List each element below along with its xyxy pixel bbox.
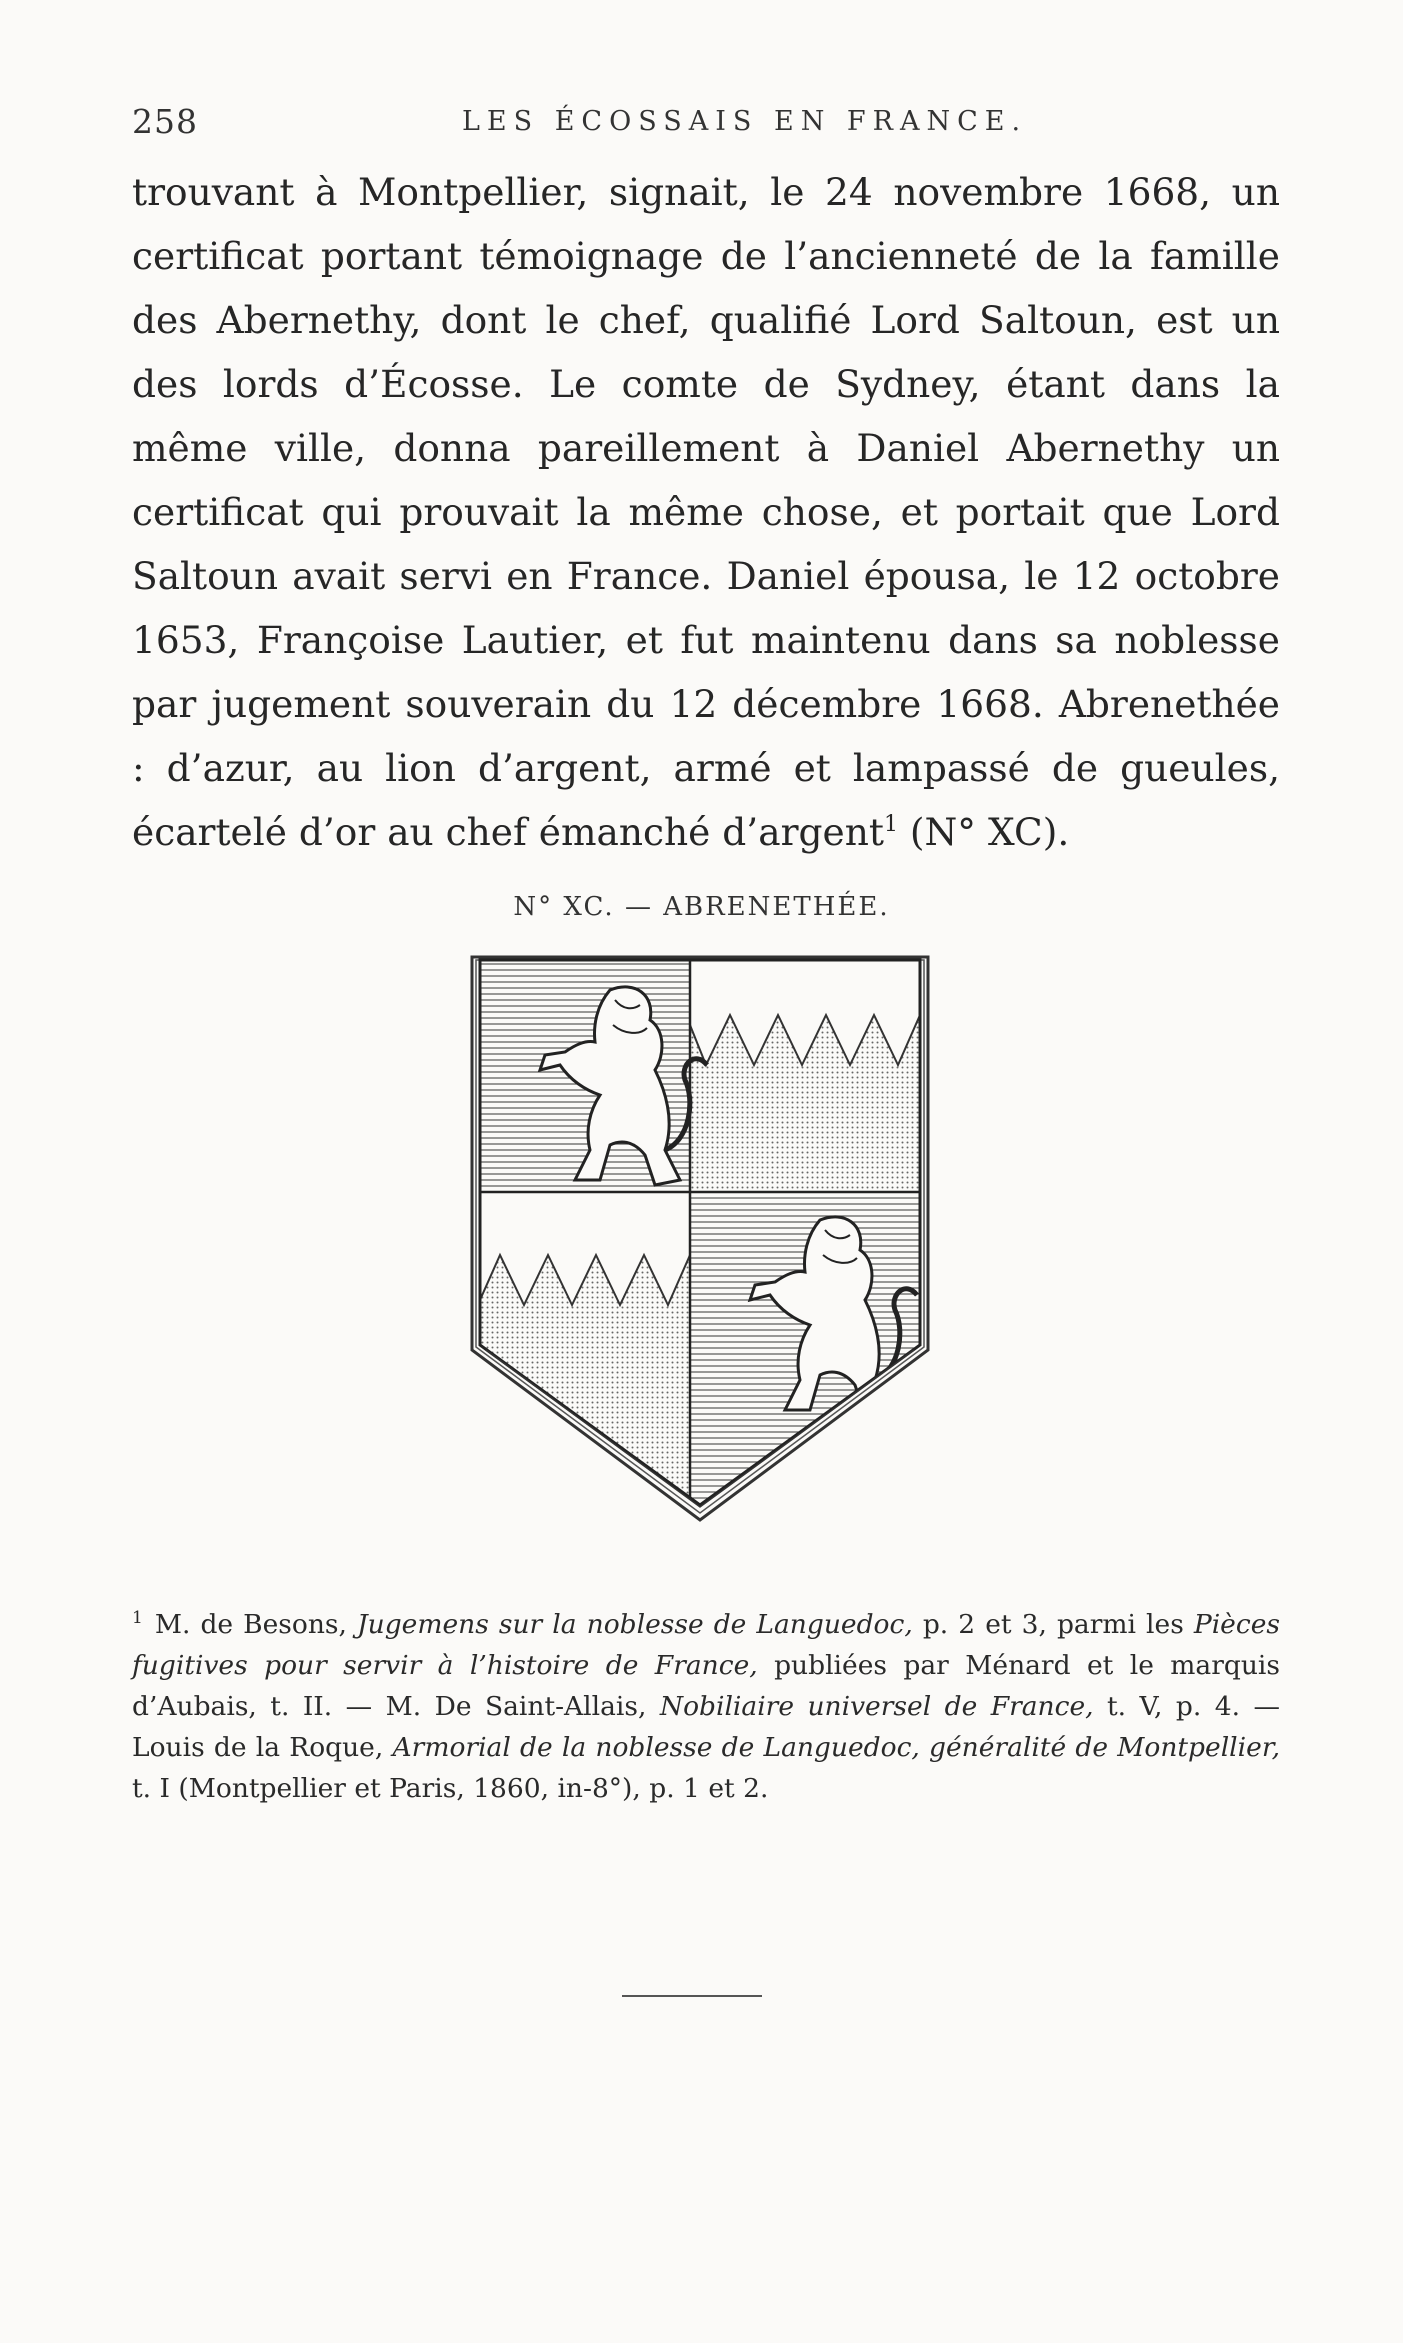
page-number: 258 <box>132 102 198 141</box>
footnote-reference[interactable]: 1 <box>883 812 898 837</box>
footnote-title: Armorial de la noblesse de Languedoc, généralité de Montpellier, <box>392 1732 1280 1763</box>
footnote <box>132 1598 1280 1809</box>
page-header <box>132 102 1282 152</box>
footnote-text: t. I (Montpellier et Paris, 1860, in-8°), p. 1 et 2. <box>132 1773 769 1804</box>
closing-rule <box>622 1995 762 1997</box>
footnote-text: p. 2 et 3, parmi les <box>912 1609 1194 1640</box>
coat-of-arms-figure <box>470 955 930 1525</box>
coat-of-arms-shield <box>470 955 930 1525</box>
footnote-title: Jugemens sur la noblesse de Languedoc, <box>357 1609 913 1640</box>
body-text-part1: trouvant à Montpellier, signait, le 24 novembre 1668, un certificat portant témoignage de l’ancienneté de la famille des Abernethy, dont le chef, qualifié Lord Saltoun, est un des lords d’Écosse. Le comte de Sydney, étant dans la même ville, donna pareillement à Daniel Abernethy un certificat qui prouvait la même chose, et portait que Lord Saltoun avait servi en France. Daniel épousa, le 12 octobre 1653, Françoise Lautier, et fut maintenu dans sa noblesse par jugement souverain du 12 décembre 1668. Abrenethée : d’azur, au lion d’argent, armé et lampassé de gueules, écartelé d’or au chef émanché d’argent <box>132 170 1280 854</box>
body-text-part2: (N° XC). <box>897 810 1070 854</box>
figure-caption: N° XC. — ABRENETHÉE. <box>513 892 890 922</box>
running-title: LES ÉCOSSAIS EN FRANCE. <box>462 106 1028 137</box>
footnote-text: publiées par Ménard et le marquis d’Aubais, t. II. — M. De Saint-Allais, <box>132 1650 1280 1722</box>
body-paragraph <box>132 160 1280 864</box>
footnote-text: M. de Besons, <box>154 1609 358 1640</box>
footnote-title: Pièces fugitives pour servir à l’histoire de France, <box>132 1609 1280 1681</box>
footnote-marker: 1 <box>132 1608 143 1628</box>
footnote-text: t. V, p. 4. — Louis de la Roque, <box>132 1691 1280 1763</box>
footnote-title: Nobiliaire universel de France, <box>659 1691 1094 1722</box>
